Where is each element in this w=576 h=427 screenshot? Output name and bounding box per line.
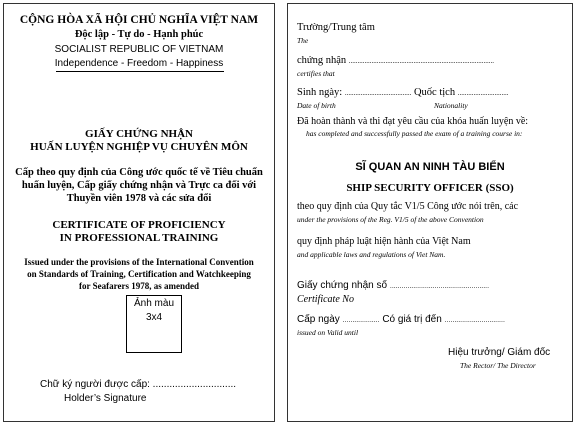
issued-valid-label-en: issued on Valid until — [297, 328, 359, 337]
issued-label-vn: Cấp ngày — [297, 314, 340, 325]
valid-until-dots: ............................... — [444, 317, 505, 324]
dob-label-en: Date of birth — [297, 101, 336, 110]
dob-dots: ...................................... — [344, 89, 412, 97]
certifies-label-en: certifies that — [297, 69, 335, 78]
title-vn-line-1: GIẤY CHỨNG NHẬN — [85, 128, 193, 140]
motto-en: Independence - Freedom - Happiness — [54, 58, 224, 69]
certifies-label-vn: chứng nhận — [297, 55, 347, 66]
country-name-en: SOCIALIST REPUBLIC OF VIETNAM — [54, 44, 224, 55]
certifies-dots: ................................................................................... — [348, 57, 495, 65]
issued-en-line-3: for Seafarers 1978, as amended — [79, 281, 199, 291]
nationality-label-vn: Quốc tịch — [413, 87, 456, 98]
completed-label-en: has completed and successfully passed the exam of a training course in: — [306, 129, 523, 138]
certifies-line — [297, 55, 494, 66]
center-label-vn: Trường/Trung tâm — [297, 22, 375, 33]
course-name-en: SHIP SECURITY OFFICER (SSO) — [346, 182, 514, 194]
regulation-en: under the provisions of the Reg. V1/5 of the above Convention — [297, 215, 484, 224]
issued-vn-line-2: huấn luyện, Cấp giấy chứng nhận và Trực ca đối với — [21, 180, 257, 191]
title-en-line-2: IN PROFESSIONAL TRAINING — [59, 232, 219, 244]
holder-signature-vn: Chữ ký người được cấp: .............................. — [40, 379, 237, 390]
photo-placeholder — [126, 295, 182, 353]
holder-signature-en: Holder’s Signature — [64, 393, 147, 404]
completed-label-vn: Đã hoàn thành và thi đạt yêu cầu của khóa huấn luyện về: — [297, 116, 529, 127]
motto-underline — [56, 71, 224, 72]
certificate-right-page — [287, 3, 573, 422]
title-vn-line-2: HUẤN LUYỆN NGHIỆP VỤ CHUYÊN MÔN — [30, 141, 248, 153]
course-name-vn: SĨ QUAN AN NINH TÀU BIỂN — [355, 161, 505, 173]
laws-vn: quy định pháp luật hiện hành của Việt Nam — [297, 236, 471, 247]
nationality-dots: ............................. — [457, 89, 509, 97]
center-label-en: The — [297, 36, 309, 45]
regulation-vn: theo quy định của Quy tắc V1/5 Công ước nói trên, các — [297, 201, 519, 212]
certificate-no-dots: ................................................... — [389, 283, 490, 290]
dob-label-vn: Sinh ngày: — [297, 87, 343, 98]
certificate-no-line — [297, 280, 489, 291]
issue-valid-line — [297, 314, 505, 325]
issued-dots: ................... — [342, 317, 380, 324]
valid-until-label-vn: Có giá trị đến — [382, 314, 442, 325]
issued-en-line-1: Issued under the provisions of the International Convention — [24, 257, 254, 267]
issued-en-line-2: on Standards of Training, Certification and Watchkeeping — [27, 269, 251, 279]
dob-line — [297, 87, 508, 98]
photo-label-2: 3x4 — [145, 312, 163, 323]
country-name-vn: CỘNG HÒA XÃ HỘI CHỦ NGHĨA VIỆT NAM — [19, 14, 259, 26]
certificate-left-page — [3, 3, 275, 422]
rector-label-en: The Rector/ The Director — [460, 361, 536, 370]
certificate-no-label-vn: Giấy chứng nhận số — [297, 280, 388, 291]
issued-vn-line-1: Cấp theo quy định của Công ước quốc tế về Tiêu chuẩn — [15, 167, 263, 178]
motto-vn: Độc lập - Tự do - Hạnh phúc — [74, 29, 204, 40]
laws-en: and applicable laws and regulations of Viet Nam. — [297, 250, 446, 259]
photo-label-1: Ảnh màu — [133, 298, 175, 309]
title-en-line-1: CERTIFICATE OF PROFICIENCY — [52, 219, 226, 231]
issued-vn-line-3: Thuyền viên 1978 và các sửa đổi — [66, 193, 212, 204]
certificate-no-label-en: Certificate No — [297, 294, 354, 305]
nationality-label-en: Nationality — [434, 101, 468, 110]
rector-label-vn: Hiệu trưởng/ Giám đốc — [448, 347, 551, 358]
